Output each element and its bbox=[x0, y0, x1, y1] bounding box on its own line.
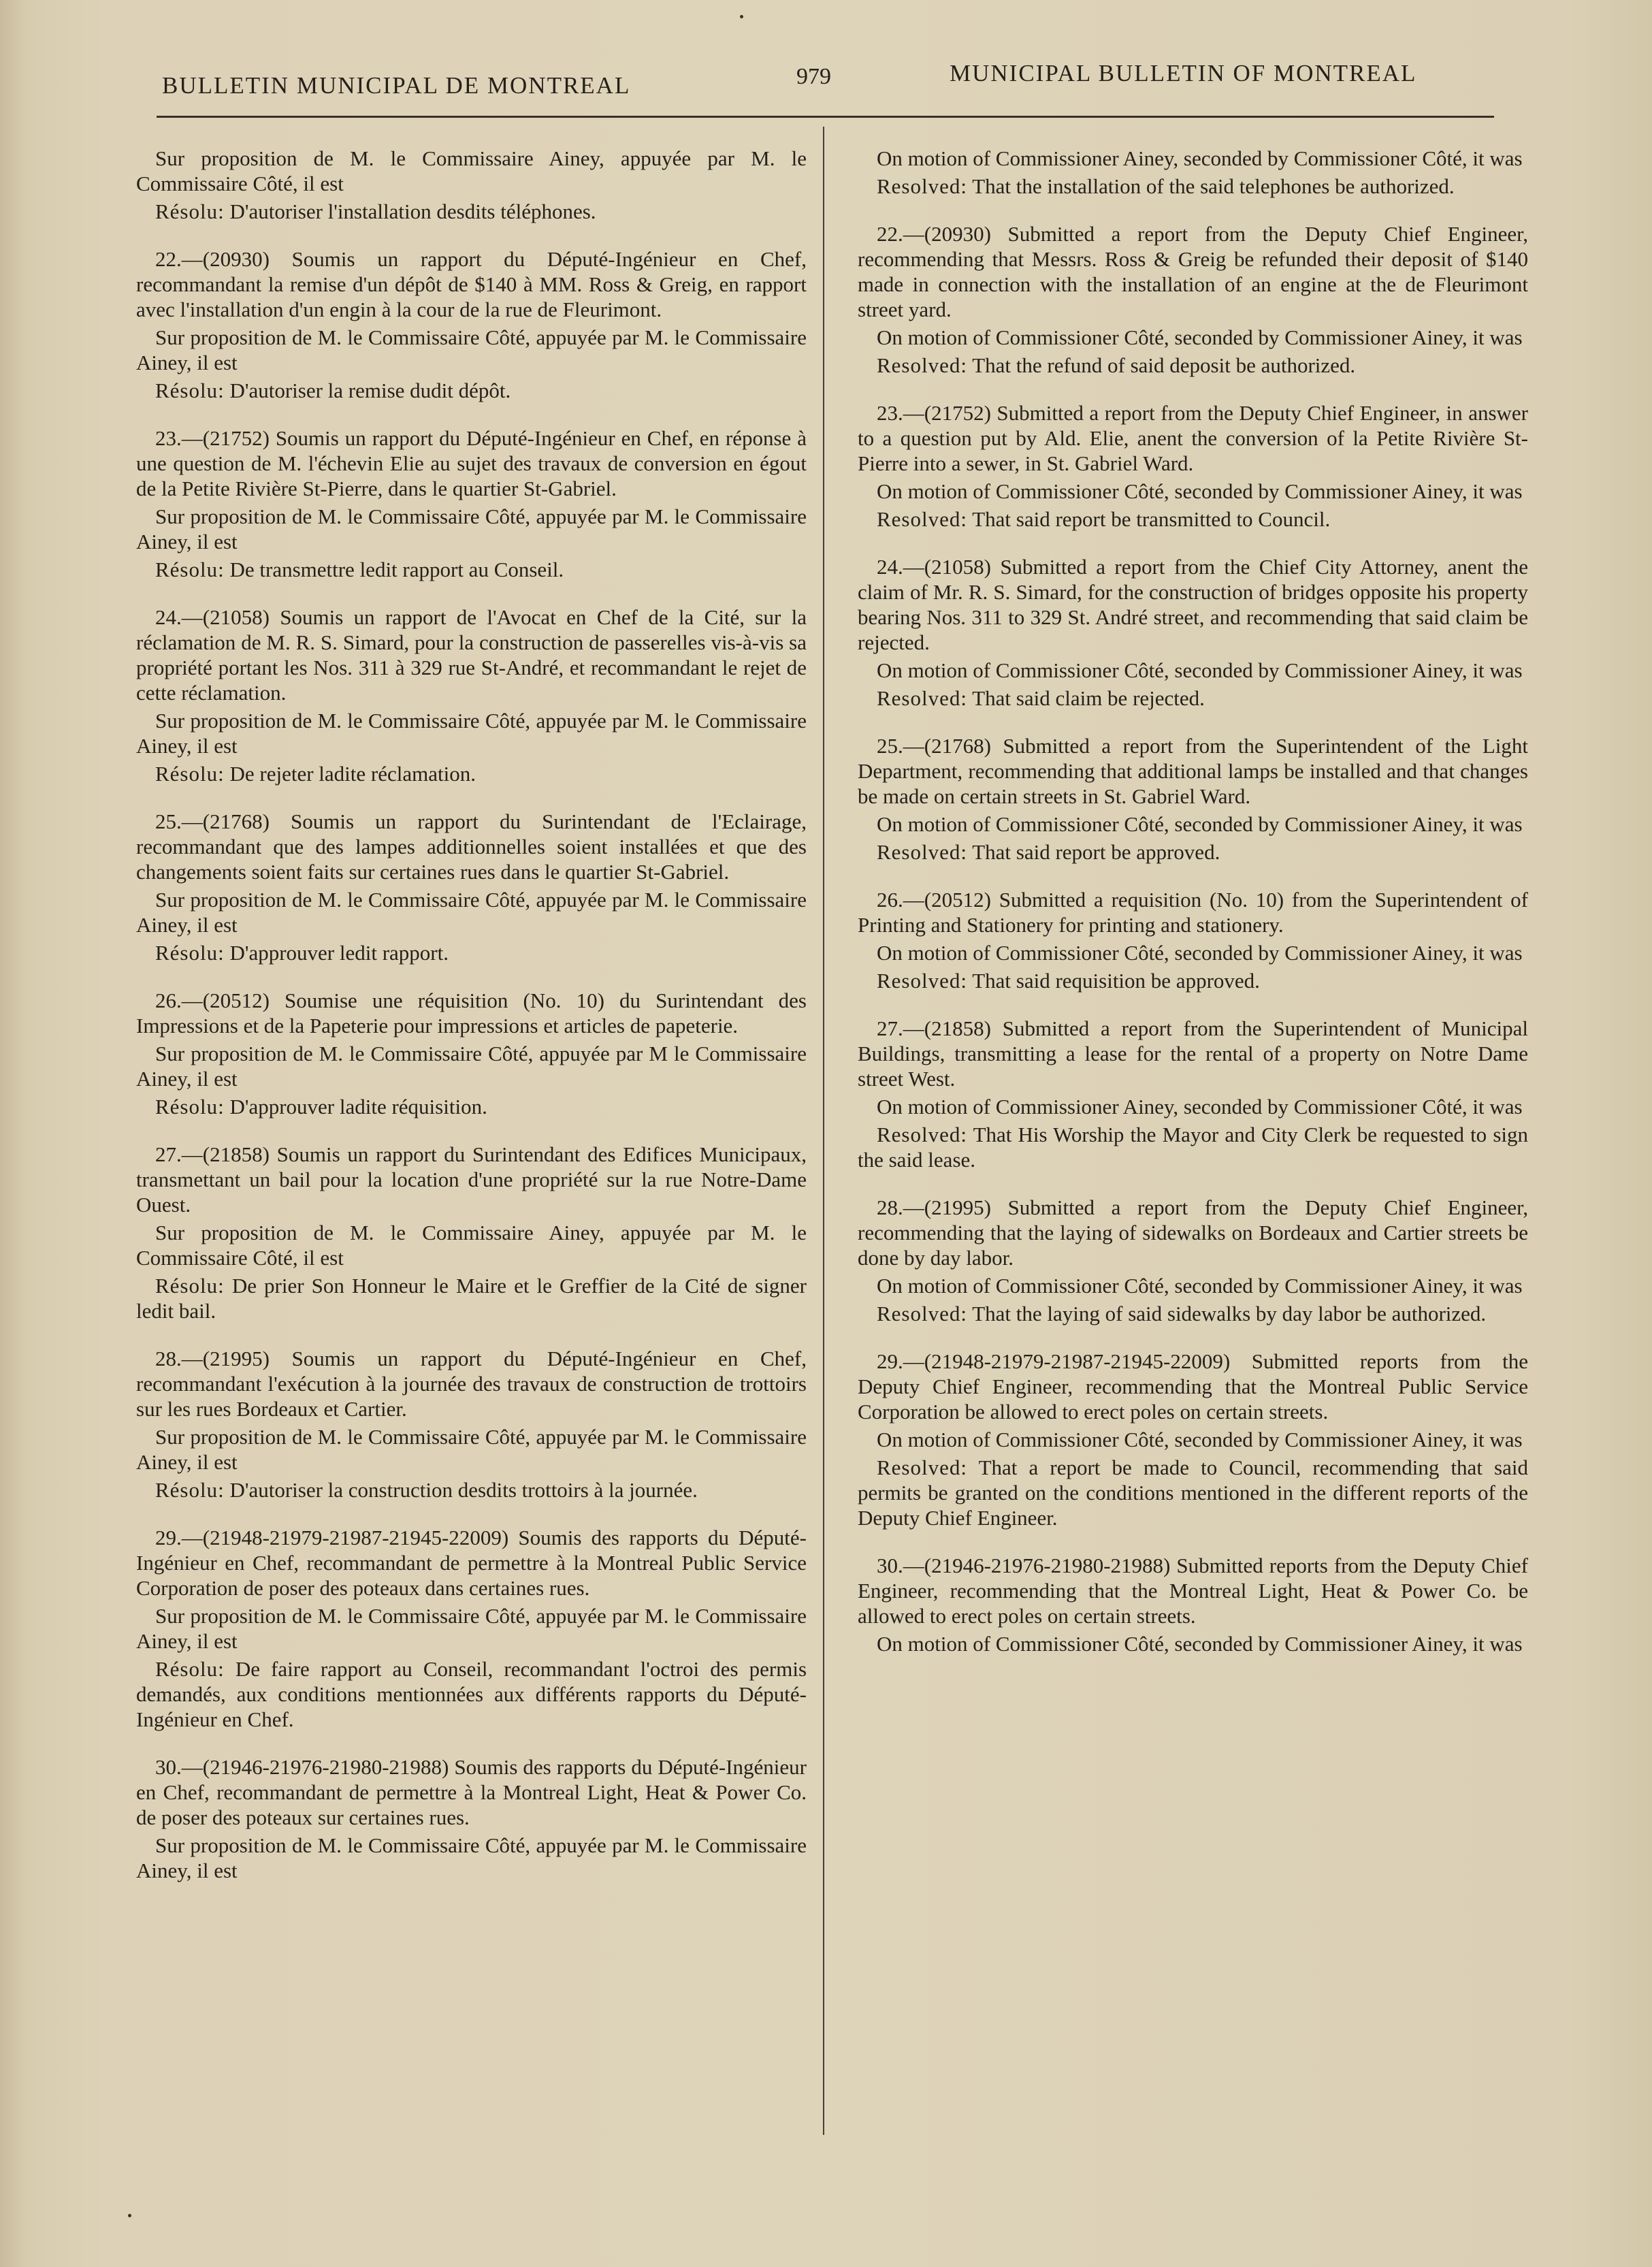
resolution-line bbox=[858, 1455, 1528, 1530]
english-column bbox=[858, 143, 1528, 1679]
minute-item bbox=[136, 146, 807, 224]
ink-speck bbox=[128, 2214, 131, 2217]
resolution-line bbox=[858, 353, 1528, 378]
report-text: 23.—(21752) Soumis un rapport du Député-Ingénieur en Chef, en réponse à une question de M. l'échevin Elie au sujet des travaux de conversion en égout de la Petite Rivière St-Pierre, dans le quartier St-Gabriel. bbox=[136, 426, 807, 500]
resolution-text: D'autoriser la remise dudit dépôt. bbox=[229, 379, 511, 402]
resolution-label: Résolu: bbox=[155, 762, 225, 786]
minute-item bbox=[136, 246, 807, 403]
resolution-line bbox=[858, 174, 1528, 199]
motion-text: Sur proposition de M. le Commissaire Côté, appuyée par M le Commissaire Ainey, il est bbox=[136, 1042, 807, 1091]
report-text: 29.—(21948-21979-21987-21945-22009) Submitted reports from the Deputy Chief Engineer, recommending that the Montreal Public Service Corporation be allowed to erect poles on certain streets. bbox=[858, 1349, 1528, 1424]
minute-item bbox=[136, 425, 807, 582]
minute-item bbox=[858, 1553, 1528, 1656]
report-text: 26.—(20512) Submitted a requisition (No. 10) from the Superintendent of Printing and Stationery for printing and stationery. bbox=[858, 888, 1528, 937]
resolution-line bbox=[858, 1122, 1528, 1172]
resolution-text: De prier Son Honneur le Maire et le Greffier de la Cité de signer ledit bail. bbox=[136, 1274, 807, 1323]
resolution-line bbox=[136, 761, 807, 786]
resolution-line bbox=[136, 199, 807, 224]
report-text: 23.—(21752) Submitted a report from the Deputy Chief Engineer, in answer to a question put by Ald. Elie, anent the conversion of la Petite Rivière St-Pierre into a sewer, in St. Gabriel Ward. bbox=[858, 401, 1528, 475]
resolution-line bbox=[136, 940, 807, 965]
resolution-text: That said requisition be approved. bbox=[972, 969, 1260, 993]
resolution-label: Résolu: bbox=[155, 1274, 225, 1298]
resolution-line bbox=[858, 507, 1528, 532]
minute-item bbox=[136, 1142, 807, 1323]
motion-text: On motion of Commissioner Côté, seconded by Commissioner Ainey, it was bbox=[877, 325, 1523, 349]
minute-item bbox=[136, 988, 807, 1119]
page-number: 979 bbox=[796, 64, 831, 89]
resolution-text: De rejeter ladite réclamation. bbox=[229, 762, 476, 786]
resolution-label: Resolved: bbox=[877, 353, 967, 377]
minute-item bbox=[858, 1016, 1528, 1172]
motion-text: On motion of Commissioner Côté, seconded by Commissioner Ainey, it was bbox=[877, 658, 1523, 682]
resolution-label: Résolu: bbox=[155, 558, 225, 581]
resolution-text: That said report be transmitted to Council. bbox=[972, 507, 1331, 531]
resolution-line bbox=[136, 557, 807, 582]
minute-item bbox=[136, 1346, 807, 1502]
motion-text: Sur proposition de M. le Commissaire Côté, appuyée par M. le Commissaire Ainey, il est bbox=[136, 504, 807, 553]
resolution-text: That said report be approved. bbox=[972, 840, 1220, 864]
report-text: 28.—(21995) Submitted a report from the Deputy Chief Engineer, recommending that the laying of sidewalks on Bordeaux and Cartier streets be done by day labor. bbox=[858, 1195, 1528, 1270]
resolution-text: That said claim be rejected. bbox=[972, 686, 1205, 710]
resolution-text: That the installation of the said telephones be authorized. bbox=[972, 174, 1455, 198]
resolution-text: D'approuver ladite réquisition. bbox=[229, 1095, 487, 1119]
resolution-label: Résolu: bbox=[155, 1478, 225, 1502]
resolution-line bbox=[858, 839, 1528, 865]
report-text: 30.—(21946-21976-21980-21988) Soumis des rapports du Député-Ingénieur en Chef, recommandant de permettre à la Montreal Light, Heat & Power Co. de poser des poteaux sur certaines rues. bbox=[136, 1755, 807, 1829]
resolution-label: Resolved: bbox=[877, 969, 967, 993]
resolution-line bbox=[136, 1656, 807, 1732]
report-text: 24.—(21058) Soumis un rapport de l'Avocat en Chef de la Cité, sur la réclamation de M. R. S. Simard, pour la construction de passerelles vis-à-vis sa propriété portant les Nos. 311 à 329 rue St-André, et recommandant le rejet de cette réclamation. bbox=[136, 605, 807, 705]
resolution-text: D'approuver ledit rapport. bbox=[229, 941, 449, 965]
motion-text: On motion of Commissioner Côté, seconded by Commissioner Ainey, it was bbox=[877, 1274, 1523, 1298]
minute-item bbox=[858, 733, 1528, 865]
minute-item bbox=[858, 887, 1528, 993]
resolution-text: D'autoriser la construction desdits trottoirs à la journée. bbox=[229, 1478, 698, 1502]
resolution-label: Resolved: bbox=[877, 1456, 967, 1479]
resolution-line bbox=[136, 1273, 807, 1323]
motion-text: Sur proposition de M. le Commissaire Côté, appuyée par M. le Commissaire Ainey, il est bbox=[136, 888, 807, 937]
motion-text: On motion of Commissioner Ainey, seconded by Commissioner Côté, it was bbox=[877, 1095, 1523, 1119]
column-divider bbox=[823, 127, 824, 2135]
minute-item bbox=[136, 605, 807, 786]
resolution-label: Resolved: bbox=[877, 840, 967, 864]
minute-item bbox=[858, 1349, 1528, 1530]
report-text: 25.—(21768) Soumis un rapport du Surintendant de l'Eclairage, recommandant que des lampes additionnelles soient installées et que des changements soient faits sur certaines rues dans le quartier St-Gabriel. bbox=[136, 809, 807, 884]
motion-text: Sur proposition de M. le Commissaire Ainey, appuyée par M. le Commissaire Côté, il est bbox=[136, 1221, 807, 1270]
motion-text: Sur proposition de M. le Commissaire Côté, appuyée par M. le Commissaire Ainey, il est bbox=[136, 1425, 807, 1474]
motion-text: On motion of Commissioner Ainey, seconded by Commissioner Côté, it was bbox=[877, 146, 1523, 170]
motion-text: Sur proposition de M. le Commissaire Côté, appuyée par M. le Commissaire Ainey, il est bbox=[136, 1833, 807, 1882]
report-text: 29.—(21948-21979-21987-21945-22009) Soumis des rapports du Député-Ingénieur en Chef, recommandant de permettre à la Montreal Public Service Corporation de poser des poteaux dans certaines rues. bbox=[136, 1526, 807, 1600]
minute-item bbox=[136, 809, 807, 965]
resolution-text: De transmettre ledit rapport au Conseil. bbox=[229, 558, 564, 581]
resolution-label: Resolved: bbox=[877, 1302, 967, 1325]
minute-item bbox=[858, 146, 1528, 199]
minute-item bbox=[858, 400, 1528, 532]
resolution-text: That His Worship the Mayor and City Clerk be requested to sign the said lease. bbox=[858, 1123, 1528, 1172]
motion-text: On motion of Commissioner Côté, seconded by Commissioner Ainey, it was bbox=[877, 812, 1523, 836]
motion-text: On motion of Commissioner Côté, seconded by Commissioner Ainey, it was bbox=[877, 941, 1523, 965]
motion-text: Sur proposition de M. le Commissaire Côté, appuyée par M. le Commissaire Ainey, il est bbox=[136, 325, 807, 374]
minute-item bbox=[858, 1195, 1528, 1326]
motion-text: Sur proposition de M. le Commissaire Ainey, appuyée par M. le Commissaire Côté, il est bbox=[136, 146, 807, 195]
header-title-french: BULLETIN MUNICIPAL DE MONTREAL bbox=[162, 72, 631, 99]
page-header bbox=[157, 60, 1484, 114]
minute-item bbox=[858, 554, 1528, 711]
resolution-label: Resolved: bbox=[877, 174, 967, 198]
report-text: 22.—(20930) Submitted a report from the Deputy Chief Engineer, recommending that Messrs. Ross & Greig be refunded their deposit of $140 made in connection with the installation of an engine at the de Fleurimont street yard. bbox=[858, 222, 1528, 321]
minute-item bbox=[136, 1525, 807, 1732]
resolution-label: Resolved: bbox=[877, 507, 967, 531]
report-text: 28.—(21995) Soumis un rapport du Député-Ingénieur en Chef, recommandant l'exécution à la journée des travaux de construction de trottoirs sur les rues Bordeaux et Cartier. bbox=[136, 1347, 807, 1421]
resolution-line bbox=[136, 1094, 807, 1119]
resolution-label: Résolu: bbox=[155, 1657, 225, 1681]
report-text: 27.—(21858) Submitted a report from the Superintendent of Municipal Buildings, transmitting a lease for the rental of a property on Notre Dame street West. bbox=[858, 1016, 1528, 1091]
resolution-label: Résolu: bbox=[155, 199, 225, 223]
resolution-label: Résolu: bbox=[155, 941, 225, 965]
motion-text: On motion of Commissioner Côté, seconded by Commissioner Ainey, it was bbox=[877, 1632, 1523, 1656]
resolution-line bbox=[858, 968, 1528, 993]
resolution-text: That a report be made to Council, recommending that said permits be granted on the conditions mentioned in the different reports of the Deputy Chief Engineer. bbox=[858, 1456, 1528, 1530]
french-column bbox=[136, 143, 807, 1906]
motion-text: Sur proposition de M. le Commissaire Côté, appuyée par M. le Commissaire Ainey, il est bbox=[136, 1604, 807, 1653]
header-rule bbox=[157, 116, 1494, 118]
resolution-line bbox=[136, 378, 807, 403]
resolution-line bbox=[858, 1301, 1528, 1326]
resolution-text: De faire rapport au Conseil, recommandant l'octroi des permis demandés, aux conditions mentionnées aux différents rapports du Député-Ingénieur en Chef. bbox=[136, 1657, 807, 1731]
report-text: 22.—(20930) Soumis un rapport du Député-Ingénieur en Chef, recommandant la remise d'un dépôt de $140 à MM. Ross & Greig, en rapport avec l'installation d'un engin à la cour de la rue de Fleurimont. bbox=[136, 247, 807, 321]
motion-text: On motion of Commissioner Côté, seconded by Commissioner Ainey, it was bbox=[877, 479, 1523, 503]
report-text: 25.—(21768) Submitted a report from the Superintendent of the Light Department, recommending that additional lamps be installed and that changes be made on certain streets in St. Gabriel Ward. bbox=[858, 734, 1528, 808]
report-text: 30.—(21946-21976-21980-21988) Submitted reports from the Deputy Chief Engineer, recommending that the Montreal Light, Heat & Power Co. be allowed to erect poles on certain streets. bbox=[858, 1554, 1528, 1628]
resolution-line bbox=[858, 686, 1528, 711]
report-text: 26.—(20512) Soumise une réquisition (No. 10) du Surintendant des Impressions et de la Papeterie pour impressions et articles de papeterie. bbox=[136, 988, 807, 1038]
resolution-text: That the refund of said deposit be authorized. bbox=[972, 353, 1356, 377]
ink-speck bbox=[740, 15, 743, 18]
minute-item bbox=[858, 221, 1528, 378]
header-title-english: MUNICIPAL BULLETIN OF MONTREAL bbox=[950, 60, 1417, 86]
motion-text: Sur proposition de M. le Commissaire Côté, appuyée par M. le Commissaire Ainey, il est bbox=[136, 709, 807, 758]
resolution-text: That the laying of said sidewalks by day labor be authorized. bbox=[972, 1302, 1487, 1325]
report-text: 27.—(21858) Soumis un rapport du Surintendant des Edifices Municipaux, transmettant un bail pour la location d'une propriété sur la rue Notre-Dame Ouest. bbox=[136, 1142, 807, 1217]
motion-text: On motion of Commissioner Côté, seconded by Commissioner Ainey, it was bbox=[877, 1428, 1523, 1451]
resolution-label: Resolved: bbox=[877, 1123, 967, 1146]
resolution-text: D'autoriser l'installation desdits téléphones. bbox=[229, 199, 596, 223]
resolution-line bbox=[136, 1477, 807, 1502]
minute-item bbox=[136, 1754, 807, 1883]
report-text: 24.—(21058) Submitted a report from the Chief City Attorney, anent the claim of Mr. R. S. Simard, for the construction of bridges opposite his property bearing Nos. 311 to 329 St. André street, and recommending that said claim be rejected. bbox=[858, 555, 1528, 654]
resolution-label: Résolu: bbox=[155, 379, 225, 402]
resolution-label: Resolved: bbox=[877, 686, 967, 710]
resolution-label: Résolu: bbox=[155, 1095, 225, 1119]
